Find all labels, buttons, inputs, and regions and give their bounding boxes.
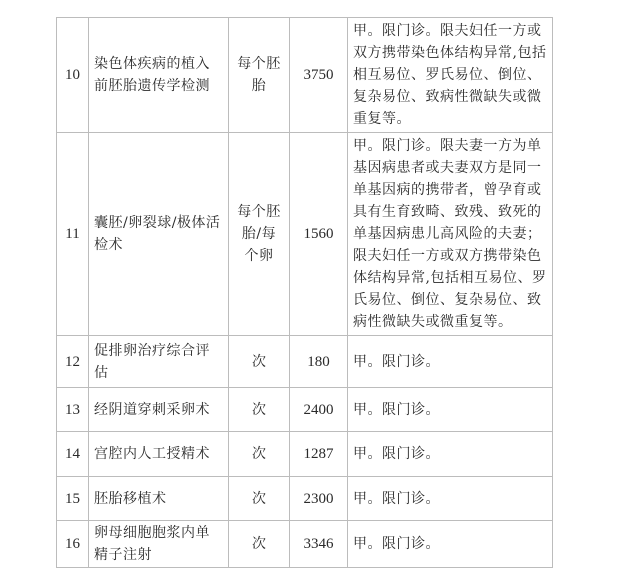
item-name: 卵母细胞胞浆内单精子注射 bbox=[94, 525, 210, 563]
table-row bbox=[57, 336, 553, 388]
item-note-cell bbox=[348, 388, 553, 432]
item-name-cell bbox=[89, 521, 229, 568]
item-price: 3346 bbox=[290, 521, 348, 568]
table-row bbox=[57, 388, 553, 432]
item-unit: 次 bbox=[229, 336, 290, 388]
item-note-cell bbox=[348, 432, 553, 477]
table-row bbox=[57, 133, 553, 336]
item-note-cell bbox=[348, 336, 553, 388]
item-note: 甲。限门诊。限夫妇任一方或双方携带染色体结构异常,包括相互易位、罗氏易位、倒位、复杂易位、致病性微缺失或微重复等。 bbox=[353, 23, 547, 127]
table-row bbox=[57, 18, 553, 133]
table-row bbox=[57, 521, 553, 568]
item-name-cell bbox=[89, 18, 229, 133]
item-name: 宫腔内人工授精术 bbox=[94, 446, 210, 462]
item-price: 1287 bbox=[290, 432, 348, 477]
item-number: 12 bbox=[57, 336, 89, 388]
item-name-cell bbox=[89, 477, 229, 521]
item-note: 甲。限门诊。 bbox=[353, 401, 440, 418]
item-name-cell bbox=[89, 388, 229, 432]
item-unit: 次 bbox=[229, 388, 290, 432]
item-unit-cell bbox=[229, 18, 290, 133]
item-unit: 次 bbox=[229, 477, 290, 521]
item-name: 胚胎移植术 bbox=[94, 490, 167, 507]
table-body bbox=[57, 18, 553, 568]
item-number: 16 bbox=[57, 521, 89, 568]
item-note: 甲。限门诊。 bbox=[353, 536, 440, 552]
item-name: 囊胚/卵裂球/极体活检术 bbox=[94, 215, 221, 253]
item-note-cell bbox=[348, 133, 553, 336]
item-name: 促排卵治疗综合评估 bbox=[94, 342, 210, 381]
item-unit: 每个胚胎 bbox=[237, 56, 281, 94]
item-note: 甲。限门诊。 bbox=[353, 353, 440, 370]
item-number: 11 bbox=[57, 133, 89, 336]
item-price: 2400 bbox=[290, 388, 348, 432]
item-number: 10 bbox=[57, 18, 89, 133]
item-name-cell bbox=[89, 336, 229, 388]
item-note: 甲。限门诊。限夫妻一方为单基因病患者或夫妻双方是同一单基因病的携带者，曾孕育或具有生育致畸、致残、致死的单基因病患儿高风险的夫妻；限夫妇任一方或双方携带染色体结构异常,包括相互易位、罗氏易位、倒位、复杂易位、致病性微缺失或微重复等。 bbox=[353, 138, 547, 330]
item-unit: 每个胚胎/每个卵 bbox=[237, 204, 281, 264]
item-number: 15 bbox=[57, 477, 89, 521]
item-unit: 次 bbox=[229, 432, 290, 477]
item-note: 甲。限门诊。 bbox=[353, 446, 440, 462]
item-name: 经阴道穿刺采卵术 bbox=[94, 401, 210, 418]
item-price: 1560 bbox=[290, 133, 348, 336]
item-note-cell bbox=[348, 18, 553, 133]
table-row bbox=[57, 432, 553, 477]
item-price: 3750 bbox=[290, 18, 348, 133]
item-note-cell bbox=[348, 477, 553, 521]
item-unit-cell bbox=[229, 133, 290, 336]
item-price: 2300 bbox=[290, 477, 348, 521]
item-number: 14 bbox=[57, 432, 89, 477]
medical-fee-table bbox=[56, 17, 553, 568]
item-price: 180 bbox=[290, 336, 348, 388]
item-unit: 次 bbox=[229, 521, 290, 568]
item-note-cell bbox=[348, 521, 553, 568]
table-row bbox=[57, 477, 553, 521]
item-name-cell bbox=[89, 432, 229, 477]
item-name: 染色体疾病的植入前胚胎遗传学检测 bbox=[94, 56, 210, 94]
item-name-cell bbox=[89, 133, 229, 336]
item-number: 13 bbox=[57, 388, 89, 432]
item-note: 甲。限门诊。 bbox=[353, 490, 440, 507]
